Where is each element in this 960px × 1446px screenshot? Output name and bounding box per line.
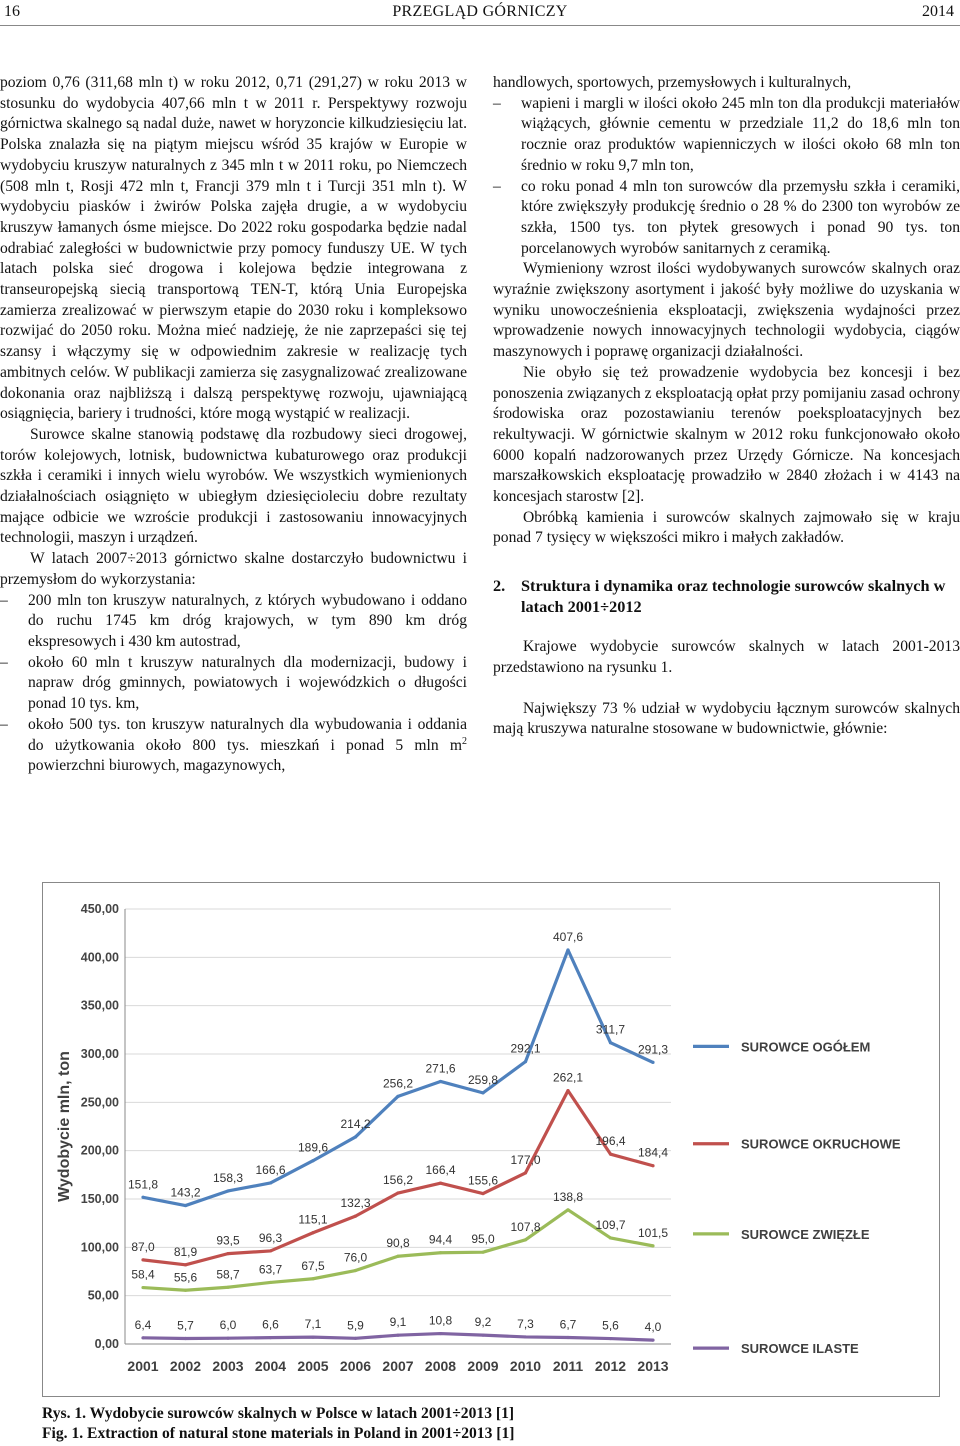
data-label: 109,7 [595, 1217, 626, 1232]
data-label: 90,8 [386, 1236, 410, 1251]
y-tick-label: 350,00 [80, 998, 119, 1013]
section-title: Struktura i dynamika oraz technologie surowców skalnych w latach 2001÷2012 [521, 576, 946, 617]
data-label: 6,0 [219, 1318, 237, 1333]
data-point [524, 1171, 527, 1174]
data-point [311, 1231, 314, 1234]
dash-list-item: – co roku ponad 4 mln ton surowców dla przemysłu szkła i ceramiki, które zwiększyły produkcję średnio o 28 % do 2300 ton wyrobów ze szkła, 1500 tys. ton płytek gresowych i ponad 90 tys. ton porcelanowych wyrobów sanitarnych z ceramiką. [493, 177, 960, 260]
data-label: 151,8 [127, 1177, 159, 1192]
data-point [226, 1286, 229, 1289]
data-label: 67,5 [301, 1258, 325, 1273]
data-label: 156,2 [382, 1173, 414, 1188]
data-label: 259,8 [467, 1072, 499, 1087]
data-label: 58,7 [216, 1267, 240, 1282]
x-tick-label: 2006 [339, 1358, 372, 1374]
x-tick-label: 2002 [169, 1358, 202, 1374]
data-point [141, 1258, 144, 1261]
data-label: 58,4 [131, 1267, 155, 1282]
spacer [493, 549, 960, 575]
data-point [439, 1182, 442, 1185]
data-point [184, 1337, 187, 1340]
legend-label: SUROWCE ILASTE [741, 1341, 859, 1357]
data-label: 184,4 [637, 1145, 669, 1160]
data-label: 95,0 [471, 1232, 495, 1247]
data-label: 87,0 [131, 1239, 155, 1254]
data-point [396, 1334, 399, 1337]
y-tick-label: 300,00 [80, 1047, 119, 1061]
data-label: 5,6 [602, 1318, 619, 1333]
data-point [184, 1289, 187, 1292]
data-point [141, 1286, 144, 1289]
y-tick-label: 100,00 [80, 1240, 119, 1255]
data-point [566, 1089, 569, 1092]
y-tick-label: 150,00 [80, 1192, 119, 1206]
paragraph: handlowych, sportowych, przemysłowych i kulturalnych, [493, 74, 852, 91]
journal-title: PRZEGLĄD GÓRNICZY [392, 3, 568, 20]
data-label: 138,8 [552, 1189, 584, 1204]
spacer [493, 679, 960, 699]
data-label: 9,2 [474, 1315, 492, 1330]
x-tick-label: 2011 [552, 1358, 584, 1374]
data-point [311, 1336, 314, 1339]
data-point [651, 1339, 654, 1342]
data-point [609, 1337, 612, 1340]
paragraph: W latach 2007÷2013 górnictwo skalne dostarczyło budownictwu i przemysłom do wykorzystania: [0, 550, 467, 588]
paragraph: poziom 0,76 (311,68 mln t) w roku 2012, 0,71 (291,27) w roku 2013 w stosunku do wydobycia 407,66 mln t w 2011 r. Perspektywy rozwoju górnictwa skalnego są nadal duże, nawet w horyzoncie kilkudziesięciu lat. Polska znalazła się na piątym miejscu wśród 35 krajów w Europie w wydobyciu kruszyw naturalnych z 345 mln t w 2011 roku, po Niemczech (508 mln t, Rosji 472 mln t, Francji 379 mln t i Turcji 351 mln t). W wydobyciu piasków i żwirów Polska zajęła drugie, a w wydobyciu kruszyw łamanych ósme miejsce. Do 2022 roku gospodarka będzie nadal odrabiać zaległości w budownictwie przy pomocy funduszy UE. W tych latach polska sieć drogowa i kolejowa będzie integrowana z transeuropejską siecią transportową TEN-T, którą Unia Europejska zamierza zrealizować w pierwszym etapie do 2030 roku i kompleksowo rozwijać do 2050 roku. Można mieć nadzieję, że nie zaprzepaści się tej szansy i włączymy się w odpowiednim zakresie w realizację tych ambitnych celów. W publikacji zamierza się zasygnalizować zrealizowane dokonania oraz najbliższą i dalszą perspektywę rozwoju, ujawniającą osiągnięcia, bariery i trudności, które mogą wystąpić w realizacji. [0, 74, 467, 423]
data-point [481, 1192, 484, 1195]
data-point [651, 1164, 654, 1167]
paragraph: Surowce skalne stanowią podstawę dla rozbudowy sieci drogowej, torów kolejowych, lotnisk, budownictwa kubaturowego oraz produkcji szkła i ceramiki i innych wielu wyrobów. We wszystkich wymienionych działalnościach osiągnięto w ubiegłym dziesięcioleciu dobre rezultaty mające odbicie we wzroście produkcji i zastosowaniu innowacyjnych technologii, maszyn i urządzeń. [0, 425, 467, 547]
data-label: 4,0 [644, 1320, 662, 1335]
figure-chart [42, 882, 940, 1397]
data-label: 7,1 [304, 1317, 322, 1332]
legend-label: SUROWCE ZWIĘZŁE [741, 1226, 870, 1242]
data-label: 407,6 [552, 929, 584, 944]
data-point [566, 948, 569, 951]
running-header [0, 0, 960, 28]
x-tick-label: 2001 [127, 1358, 159, 1374]
data-point [524, 1060, 527, 1063]
data-label: 7,3 [517, 1316, 534, 1331]
legend-label: SUROWCE OKRUCHOWE [741, 1136, 901, 1152]
superscript: 2 [462, 735, 467, 747]
x-tick-label: 2004 [254, 1358, 287, 1374]
paragraph: Krajowe wydobycie surowców skalnych w latach 2001-2013 przedstawiono na rysunku 1. [493, 638, 960, 676]
data-label: 158,3 [212, 1170, 244, 1185]
x-tick-label: 2009 [467, 1358, 499, 1374]
data-label: 101,5 [637, 1225, 669, 1240]
data-point [141, 1196, 144, 1199]
data-point [651, 1244, 654, 1247]
data-point [354, 1337, 357, 1340]
left-column [0, 73, 467, 777]
data-point [269, 1249, 272, 1252]
data-point [481, 1251, 484, 1254]
data-label: 214,2 [340, 1116, 371, 1131]
data-point [269, 1181, 272, 1184]
data-point [184, 1263, 187, 1266]
list-item-text: powierzchni biurowych, magazynowych, [28, 757, 286, 775]
data-point [184, 1204, 187, 1207]
data-point [226, 1189, 229, 1192]
y-tick-label: 400,00 [80, 950, 119, 965]
y-tick-label: 250,00 [80, 1095, 119, 1110]
data-label: 6,6 [262, 1317, 279, 1332]
data-point [609, 1153, 612, 1156]
x-tick-label: 2008 [424, 1358, 457, 1374]
x-tick-label: 2005 [297, 1358, 329, 1374]
header-year: 2014 [922, 3, 954, 20]
data-label: 55,6 [173, 1270, 198, 1285]
paragraph: Nie obyło się też prowadzenie wydobycia bez koncesji i bez ponoszenia związanych z eksploatacją opłat przy pomijaniu zasad ochrony środowiska oraz pozostawianiu terenów poeksploatacyjnych bez rekultywacji. W górnictwie skalnym w 2012 roku funkcjonowało około 6000 kopalń nadzorowanych przez Urzędy Górnicze. Na koncesjach marszałkowskich eksploatację prowadziło w 2840 złożach i w 4143 na koncesjach starostw [2]. [493, 363, 960, 506]
data-label: 291,3 [637, 1042, 669, 1057]
data-point [439, 1080, 442, 1083]
line-chart [43, 883, 939, 1396]
data-label: 6,7 [559, 1317, 577, 1332]
data-point [354, 1215, 357, 1218]
data-point [396, 1255, 399, 1258]
data-label: 132,3 [340, 1196, 371, 1211]
data-point [311, 1277, 314, 1280]
data-label: 94,4 [428, 1232, 453, 1247]
dash-list-item: – 200 mln ton kruszyw naturalnych, z których wybudowano i oddano do ruchu 1745 km dróg krajowych, w tym 890 km dróg ekspresowych i 430 km autostrad, [0, 591, 467, 653]
data-label: 166,6 [255, 1162, 286, 1177]
figure-caption-pl: Rys. 1. Wydobycie surowców skalnych w Polsce w latach 2001÷2013 [1] [42, 1405, 515, 1422]
paragraph: Obróbką kamienia i surowców skalnych zajmowało się w kraju ponad 7 tysięcy w większości mikro i małych zakładów. [493, 508, 960, 547]
data-label: 5,9 [347, 1318, 364, 1333]
data-point [524, 1238, 527, 1241]
dash-list-item [0, 715, 467, 777]
data-label: 196,4 [595, 1134, 626, 1149]
right-column [493, 73, 960, 740]
section-number: 2. [493, 576, 506, 596]
data-label: 262,1 [552, 1070, 584, 1085]
data-label: 76,0 [343, 1250, 368, 1265]
data-point [396, 1095, 399, 1098]
data-label: 189,6 [297, 1140, 329, 1155]
x-tick-label: 2007 [382, 1358, 414, 1374]
data-point [311, 1159, 314, 1162]
data-label: 107,8 [510, 1219, 541, 1234]
data-label: 143,2 [170, 1185, 201, 1200]
y-tick-label: 450,00 [80, 902, 119, 916]
data-point [566, 1208, 569, 1211]
data-point [651, 1061, 654, 1064]
data-point [269, 1281, 272, 1284]
data-label: 63,7 [258, 1262, 283, 1277]
data-label: 81,9 [173, 1244, 198, 1259]
data-point [609, 1041, 612, 1044]
data-point [269, 1336, 272, 1339]
x-tick-label: 2012 [594, 1358, 627, 1374]
data-point [481, 1334, 484, 1337]
data-label: 5,7 [177, 1318, 194, 1333]
legend-label: SUROWCE OGÓŁEM [741, 1039, 871, 1055]
data-label: 10,8 [428, 1313, 453, 1328]
y-axis-title: Wydobycie mln, ton [56, 1051, 73, 1202]
data-label: 177,0 [510, 1152, 541, 1167]
data-label: 292,1 [510, 1041, 541, 1056]
data-label: 96,3 [258, 1230, 283, 1245]
x-tick-label: 2013 [637, 1358, 669, 1374]
data-label: 155,6 [467, 1173, 499, 1188]
page-number: 16 [4, 3, 20, 20]
data-point [566, 1336, 569, 1339]
data-point [396, 1191, 399, 1194]
dash-list-item: – wapieni i margli w ilości około 245 mln ton dla produkcji materiałów wiążących, głównie cementu w przedziale 11,2 do 18,6 mln ton rocznie oraz produktów wapienniczych w ilości około 68 mln ton średnio w roku 9,7 mln ton, [493, 94, 960, 177]
x-tick-label: 2010 [509, 1358, 542, 1374]
dash-list-item: – około 60 mln t kruszyw naturalnych dla modernizacji, budowy i napraw dróg gminnych, powiatowych i wojewódzkich o długości ponad 10 tys. km, [0, 653, 467, 715]
list-item-text: około 500 tys. ton kruszyw naturalnych dla wybudowania i oddania do użytkowania około 800 tys. mieszkań i ponad 5 mln m [28, 715, 467, 754]
data-label: 166,4 [425, 1163, 456, 1178]
figure-caption-en: Fig. 1. Extraction of natural stone materials in Poland in 2001÷2013 [1] [42, 1425, 515, 1442]
data-point [439, 1332, 442, 1335]
paragraph: Największy 73 % udział w wydobyciu łącznym surowców skalnych mają kruszywa naturalne stosowane w budownictwie, głównie: [493, 699, 960, 738]
data-point [524, 1335, 527, 1338]
data-point [609, 1236, 612, 1239]
data-label: 93,5 [216, 1233, 240, 1248]
data-label: 9,1 [389, 1315, 407, 1330]
y-tick-label: 50,00 [87, 1288, 119, 1303]
data-label: 311,7 [595, 1022, 626, 1037]
spacer [493, 617, 960, 637]
data-point [354, 1135, 357, 1138]
data-label: 256,2 [382, 1076, 414, 1091]
data-point [439, 1251, 442, 1254]
data-point [226, 1252, 229, 1255]
y-tick-label: 0,00 [94, 1337, 119, 1351]
data-label: 271,6 [425, 1061, 456, 1076]
data-label: 6,4 [134, 1317, 152, 1332]
data-label: 115,1 [298, 1212, 328, 1227]
paragraph: Wymieniony wzrost ilości wydobywanych surowców skalnych oraz wyraźnie zwiększony asortyment i jakość były możliwe do uzyskania w wyniku unowocześnienia eksploatacji, zwiększenia wydajności przez wprowadzenie nowych innowacyjnych technologii wydobycia, ciągów maszynowych i poprawę organizacji działalności. [493, 260, 960, 361]
section-heading [493, 575, 960, 617]
x-tick-label: 2003 [212, 1358, 244, 1374]
data-point [481, 1091, 484, 1094]
data-point [141, 1336, 144, 1339]
y-tick-label: 200,00 [80, 1143, 119, 1158]
data-point [226, 1337, 229, 1340]
data-point [354, 1269, 357, 1272]
header-rule [0, 25, 960, 26]
